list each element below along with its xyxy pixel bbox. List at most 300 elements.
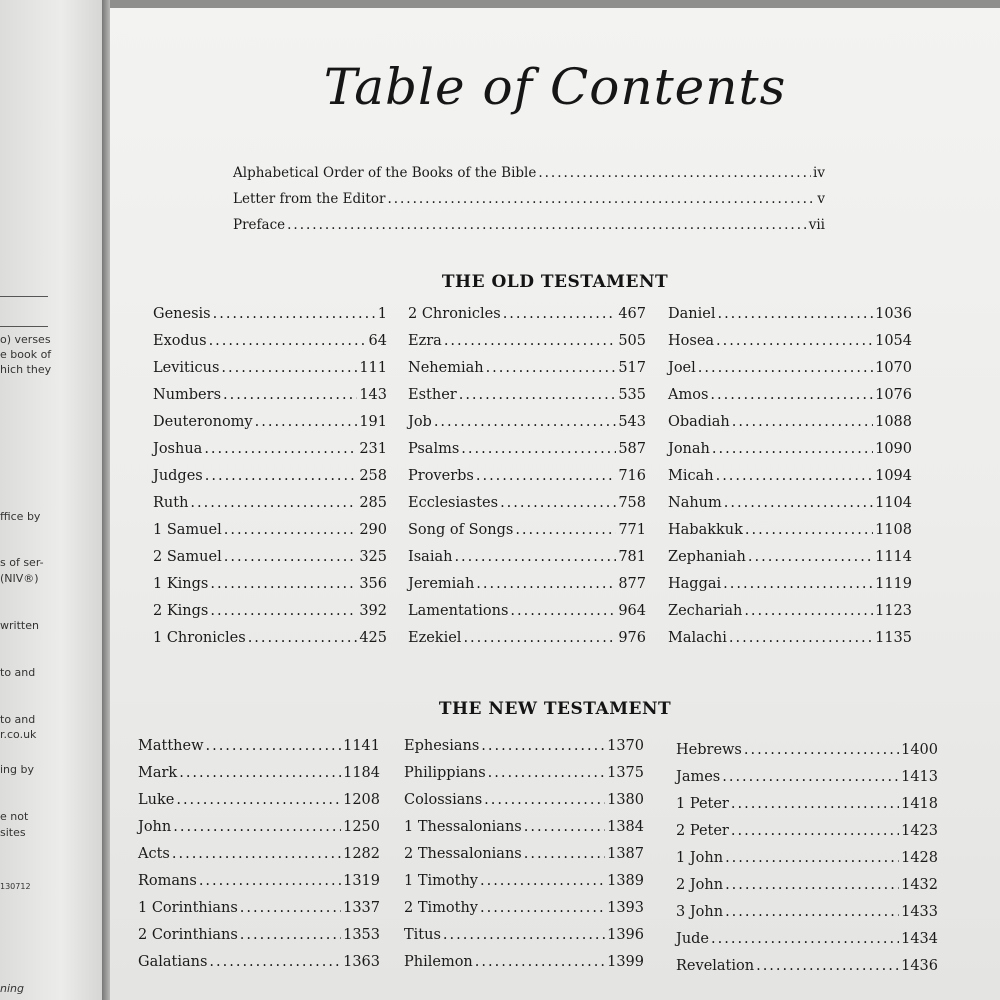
dot-leader: [716, 468, 874, 484]
page-fragment: (NIV®): [0, 572, 39, 585]
page-fragment: sites: [0, 826, 26, 839]
book-name: Amos: [668, 387, 709, 403]
page-number: 1141: [343, 738, 380, 754]
page-number: 1: [377, 306, 387, 322]
book-name: 2 Corinthians: [138, 927, 238, 943]
page-number: 1370: [607, 738, 644, 754]
page-number: 517: [618, 360, 646, 376]
entry-label: Preface: [233, 217, 286, 233]
new-testament-column: [676, 742, 938, 985]
entry-page: iv: [813, 165, 825, 181]
book-entry: [138, 819, 380, 846]
page-number: 1070: [875, 360, 912, 376]
page-number: 771: [618, 522, 646, 538]
page-number: 1337: [343, 900, 380, 916]
dot-leader: [287, 217, 807, 233]
book-entry: [408, 549, 646, 576]
dot-leader: [173, 819, 341, 835]
book-name: Psalms: [408, 441, 460, 457]
dot-leader: [712, 441, 873, 457]
book-name: Proverbs: [408, 468, 474, 484]
dot-leader: [461, 441, 616, 457]
page-number: 1353: [343, 927, 380, 943]
page-number: 1282: [343, 846, 380, 862]
dot-leader: [223, 387, 357, 403]
book-entry: [404, 846, 644, 873]
book-name: Genesis: [153, 306, 211, 322]
page-number: 1319: [343, 873, 380, 889]
book-entry: [676, 823, 938, 850]
book-entry: [668, 603, 912, 630]
dot-leader: [224, 549, 358, 565]
book-entry: [408, 495, 646, 522]
dot-leader: [176, 792, 341, 808]
book-entry: [676, 796, 938, 823]
page-fragment: written: [0, 619, 39, 632]
book-name: 1 John: [676, 850, 724, 866]
old-testament-column: [153, 306, 387, 657]
book-entry: [668, 549, 912, 576]
book-name: 2 Thessalonians: [404, 846, 522, 862]
book-entry: [153, 333, 387, 360]
book-name: Joshua: [153, 441, 203, 457]
book-name: Zechariah: [668, 603, 743, 619]
book-name: Colossians: [404, 792, 483, 808]
dot-leader: [481, 738, 605, 754]
page-number: 1432: [901, 877, 938, 893]
book-entry: [404, 792, 644, 819]
old-testament-heading: THE OLD TESTAMENT: [441, 272, 669, 292]
page-number: 392: [359, 603, 387, 619]
book-entry: [404, 873, 644, 900]
dot-leader: [717, 306, 873, 322]
dot-leader: [731, 796, 899, 812]
book-name: John: [138, 819, 172, 835]
dot-leader: [484, 792, 605, 808]
book-name: 1 Samuel: [153, 522, 222, 538]
book-name: Philemon: [404, 954, 473, 970]
dot-leader: [486, 360, 617, 376]
dot-leader: [744, 742, 899, 758]
previous-page: [0, 0, 102, 1000]
book-entry: [153, 414, 387, 441]
book-entry: [668, 306, 912, 333]
book-entry: [676, 931, 938, 958]
page-number: 258: [359, 468, 387, 484]
dot-leader: [434, 414, 616, 430]
book-name: Exodus: [153, 333, 207, 349]
book-name: Obadiah: [668, 414, 730, 430]
page-number: 1119: [875, 576, 912, 592]
page-number: 1108: [875, 522, 912, 538]
book-entry: [138, 765, 380, 792]
new-testament-column: [138, 738, 380, 981]
entry-page: vii: [808, 217, 825, 233]
page-number: 505: [618, 333, 646, 349]
book-name: Nehemiah: [408, 360, 484, 376]
page-number: 1036: [875, 306, 912, 322]
page-number: 964: [618, 603, 646, 619]
book-name: 1 Kings: [153, 576, 209, 592]
page-fragment: s of ser-: [0, 556, 44, 569]
entry-page: v: [817, 191, 825, 207]
page-fragment: e not: [0, 810, 29, 823]
dot-leader: [710, 387, 873, 403]
page-number: 1436: [901, 958, 938, 974]
page-number: 64: [368, 333, 387, 349]
table-of-contents-page: [110, 8, 1000, 1000]
dot-leader: [510, 603, 616, 619]
book-name: Hosea: [668, 333, 715, 349]
page-number: 1380: [607, 792, 644, 808]
page-number: 1399: [607, 954, 644, 970]
book-name: James: [676, 769, 721, 785]
book-entry: [153, 549, 387, 576]
book-name: Malachi: [668, 630, 727, 646]
page-number: 976: [618, 630, 646, 646]
book-name: Isaiah: [408, 549, 453, 565]
book-name: Zephaniah: [668, 549, 746, 565]
dot-leader: [724, 495, 873, 511]
dot-leader: [476, 576, 616, 592]
entry-label: Letter from the Editor: [233, 191, 386, 207]
book-entry: [153, 576, 387, 603]
book-name: 2 John: [676, 877, 724, 893]
dot-leader: [179, 765, 341, 781]
page-fragment: r.co.uk: [0, 728, 37, 741]
book-name: 1 Timothy: [404, 873, 478, 889]
book-name: Mark: [138, 765, 178, 781]
page-number: 1393: [607, 900, 644, 916]
dot-leader: [210, 576, 357, 592]
book-entry: [138, 792, 380, 819]
book-name: Nahum: [668, 495, 722, 511]
page-title: Table of Contents: [323, 58, 787, 116]
dot-leader: [190, 495, 357, 511]
page-number: 758: [618, 495, 646, 511]
book-entry: [408, 414, 646, 441]
page-fragment: 130712: [0, 882, 31, 891]
book-name: Numbers: [153, 387, 222, 403]
front-matter-entry: [233, 165, 825, 187]
page-fragment: o) verses: [0, 333, 51, 346]
dot-leader: [744, 603, 873, 619]
book-entry: [408, 630, 646, 657]
page-number: 1184: [343, 765, 380, 781]
dot-leader: [463, 630, 616, 646]
dot-leader: [205, 468, 358, 484]
book-name: Ezekiel: [408, 630, 462, 646]
page-number: 290: [359, 522, 387, 538]
book-name: Joel: [668, 360, 696, 376]
page-number: 191: [359, 414, 387, 430]
page-number: 1384: [607, 819, 644, 835]
dot-leader: [711, 931, 899, 947]
page-number: 1389: [607, 873, 644, 889]
dot-leader: [725, 877, 899, 893]
book-entry: [408, 576, 646, 603]
book-entry: [153, 522, 387, 549]
book-name: Jeremiah: [408, 576, 475, 592]
book-name: Ecclesiastes: [408, 495, 499, 511]
page-number: 716: [618, 468, 646, 484]
book-name: 2 Chronicles: [408, 306, 501, 322]
book-name: Jonah: [668, 441, 710, 457]
book-name: Ezra: [408, 333, 442, 349]
book-entry: [404, 954, 644, 981]
page-number: 1076: [875, 387, 912, 403]
book-entry: [138, 873, 380, 900]
book-entry: [668, 495, 912, 522]
book-entry: [404, 900, 644, 927]
new-testament-heading: THE NEW TESTAMENT: [438, 699, 672, 719]
book-name: Galatians: [138, 954, 208, 970]
page-number: 1423: [901, 823, 938, 839]
book-name: Micah: [668, 468, 714, 484]
book-entry: [408, 333, 646, 360]
book-entry: [676, 877, 938, 904]
page-number: 587: [618, 441, 646, 457]
book-name: Job: [408, 414, 432, 430]
dot-leader: [745, 522, 873, 538]
dot-leader: [480, 873, 605, 889]
page-number: 1396: [607, 927, 644, 943]
dot-leader: [387, 191, 815, 207]
book-entry: [676, 742, 938, 769]
book-entry: [668, 522, 912, 549]
dot-leader: [480, 900, 605, 916]
book-name: Esther: [408, 387, 457, 403]
dot-leader: [221, 360, 357, 376]
divider: [0, 296, 48, 297]
book-name: Leviticus: [153, 360, 220, 376]
book-entry: [408, 360, 646, 387]
page-number: 543: [618, 414, 646, 430]
dot-leader: [209, 954, 341, 970]
dot-leader: [204, 441, 357, 457]
dot-leader: [731, 823, 899, 839]
dot-leader: [723, 576, 873, 592]
book-entry: [676, 904, 938, 931]
book-entry: [668, 441, 912, 468]
page-number: 1418: [901, 796, 938, 812]
dot-leader: [255, 414, 358, 430]
book-entry: [408, 441, 646, 468]
book-name: Ephesians: [404, 738, 480, 754]
book-entry: [668, 387, 912, 414]
old-testament-column: [668, 306, 912, 657]
dot-leader: [199, 873, 341, 889]
book-name: Hebrews: [676, 742, 742, 758]
dot-leader: [500, 495, 616, 511]
page-number: 1400: [901, 742, 938, 758]
book-name: 2 Peter: [676, 823, 729, 839]
book-entry: [676, 958, 938, 985]
dot-leader: [475, 954, 605, 970]
page-number: 877: [618, 576, 646, 592]
front-matter-entry: [233, 217, 825, 239]
entry-label: Alphabetical Order of the Books of the Bible: [233, 165, 537, 181]
dot-leader: [488, 765, 605, 781]
book-name: Revelation: [676, 958, 755, 974]
dot-leader: [209, 333, 367, 349]
dot-leader: [240, 900, 341, 916]
dot-leader: [698, 360, 873, 376]
book-entry: [138, 846, 380, 873]
page-fragment: ing by: [0, 763, 34, 776]
book-name: Deuteronomy: [153, 414, 253, 430]
dot-leader: [443, 927, 605, 943]
page-number: 143: [359, 387, 387, 403]
page-number: 1208: [343, 792, 380, 808]
dot-leader: [729, 630, 873, 646]
dot-leader: [725, 850, 899, 866]
book-entry: [153, 387, 387, 414]
book-name: Matthew: [138, 738, 204, 754]
book-entry: [138, 900, 380, 927]
dot-leader: [240, 927, 341, 943]
page-number: 1375: [607, 765, 644, 781]
book-entry: [668, 360, 912, 387]
front-matter-entry: [233, 191, 825, 213]
book-name: Habakkuk: [668, 522, 743, 538]
page-number: 1094: [875, 468, 912, 484]
book-entry: [676, 850, 938, 877]
book-entry: [153, 495, 387, 522]
page-number: 781: [618, 549, 646, 565]
book-name: Judges: [153, 468, 203, 484]
book-name: 3 John: [676, 904, 724, 920]
book-entry: [138, 954, 380, 981]
dot-leader: [213, 306, 376, 322]
page-number: 1434: [901, 931, 938, 947]
dot-leader: [172, 846, 341, 862]
book-name: Philippians: [404, 765, 486, 781]
book-entry: [404, 927, 644, 954]
page-fragment: to and: [0, 713, 36, 726]
dot-leader: [503, 306, 617, 322]
dot-leader: [459, 387, 617, 403]
book-name: 2 Samuel: [153, 549, 222, 565]
book-name: Ruth: [153, 495, 189, 511]
book-name: Luke: [138, 792, 175, 808]
dot-leader: [210, 603, 357, 619]
book-entry: [668, 414, 912, 441]
page-number: 1114: [875, 549, 912, 565]
page-number: 535: [618, 387, 646, 403]
page-fragment: ning: [0, 982, 24, 995]
page-number: 1090: [875, 441, 912, 457]
book-entry: [153, 630, 387, 657]
dot-leader: [725, 904, 899, 920]
page-number: 1054: [875, 333, 912, 349]
book-entry: [153, 441, 387, 468]
book-name: Acts: [138, 846, 170, 862]
dot-leader: [524, 846, 605, 862]
page-number: 356: [359, 576, 387, 592]
book-entry: [408, 522, 646, 549]
page-fragment: hich they: [0, 363, 52, 376]
dot-leader: [476, 468, 616, 484]
dot-leader: [538, 165, 811, 181]
dot-leader: [205, 738, 341, 754]
dot-leader: [756, 958, 899, 974]
book-name: Song of Songs: [408, 522, 514, 538]
book-entry: [153, 360, 387, 387]
page-number: 425: [359, 630, 387, 646]
book-entry: [404, 738, 644, 765]
book-entry: [138, 738, 380, 765]
page-number: 285: [359, 495, 387, 511]
page-number: 1135: [875, 630, 912, 646]
book-entry: [404, 765, 644, 792]
old-testament-column: [408, 306, 646, 657]
book-entry: [408, 387, 646, 414]
book-name: Romans: [138, 873, 197, 889]
book-gutter: [102, 0, 110, 1000]
new-testament-column: [404, 738, 644, 981]
book-name: 1 Peter: [676, 796, 729, 812]
dot-leader: [722, 769, 899, 785]
dot-leader: [454, 549, 616, 565]
book-entry: [676, 769, 938, 796]
book-name: Lamentations: [408, 603, 509, 619]
book-name: 2 Timothy: [404, 900, 478, 916]
page-number: 1413: [901, 769, 938, 785]
page-number: 1387: [607, 846, 644, 862]
book-entry: [668, 468, 912, 495]
book-name: 1 Chronicles: [153, 630, 246, 646]
book-name: Haggai: [668, 576, 722, 592]
page-fragment: ffice by: [0, 510, 41, 523]
page-number: 1428: [901, 850, 938, 866]
dot-leader: [444, 333, 617, 349]
page-number: 1123: [875, 603, 912, 619]
page-number: 231: [359, 441, 387, 457]
page-number: 111: [359, 360, 387, 376]
book-name: 1 Thessalonians: [404, 819, 522, 835]
book-entry: [153, 468, 387, 495]
dot-leader: [524, 819, 605, 835]
book-entry: [404, 819, 644, 846]
dot-leader: [248, 630, 358, 646]
divider: [0, 326, 48, 327]
book-name: 1 Corinthians: [138, 900, 238, 916]
book-entry: [153, 306, 387, 333]
page-number: 1088: [875, 414, 912, 430]
dot-leader: [224, 522, 358, 538]
page-number: 467: [618, 306, 646, 322]
dot-leader: [515, 522, 616, 538]
book-entry: [153, 603, 387, 630]
book-name: Daniel: [668, 306, 716, 322]
book-name: 2 Kings: [153, 603, 209, 619]
page-number: 1363: [343, 954, 380, 970]
page-number: 1250: [343, 819, 380, 835]
book-name: Titus: [404, 927, 441, 943]
page-number: 1433: [901, 904, 938, 920]
page-number: 325: [359, 549, 387, 565]
book-entry: [668, 333, 912, 360]
book-entry: [408, 468, 646, 495]
page-fragment: e book of: [0, 348, 52, 361]
book-entry: [408, 603, 646, 630]
book-entry: [408, 306, 646, 333]
book-name: Jude: [676, 931, 710, 947]
book-entry: [668, 630, 912, 657]
book-entry: [668, 576, 912, 603]
page-number: 1104: [875, 495, 912, 511]
